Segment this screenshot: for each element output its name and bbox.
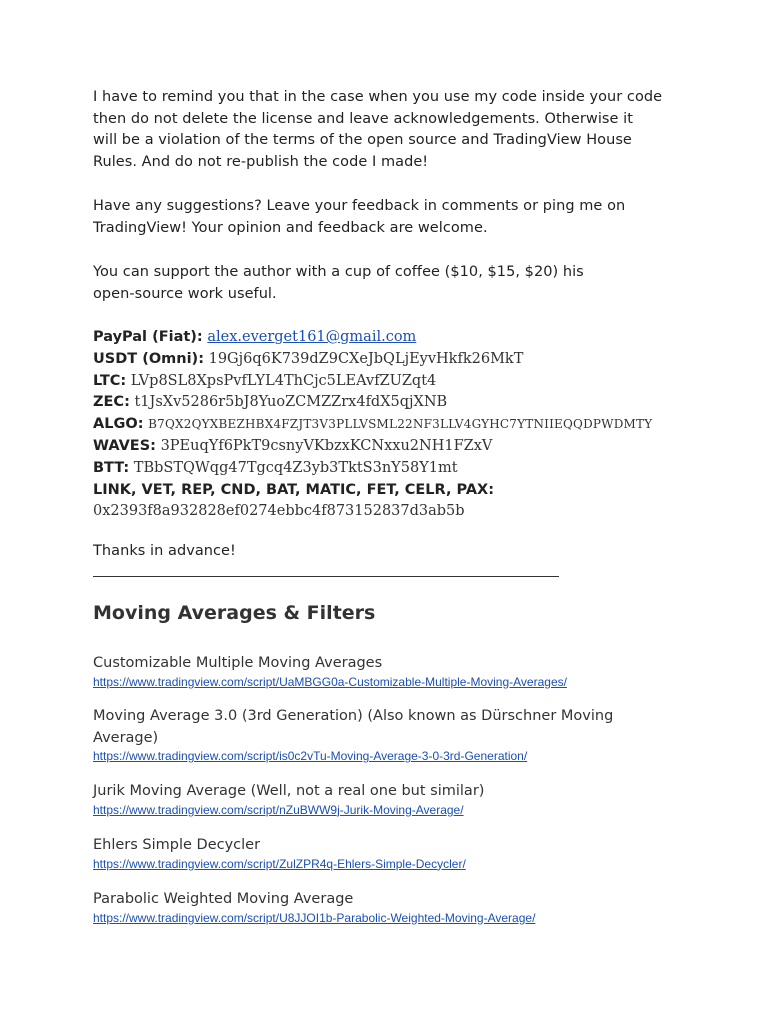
paragraph-line: open-source work useful. xyxy=(93,285,277,302)
wallet-row-usdt: USDT (Omni): 19Gj6q6K739dZ9CXeJbQLjEyvHkfk26MkT xyxy=(93,350,524,367)
thanks-text: Thanks in advance! xyxy=(93,543,236,559)
section-title: Moving Averages & Filters xyxy=(93,602,376,624)
entry-title: Ehlers Simple Decycler xyxy=(93,837,261,853)
wallet-label: LTC xyxy=(93,372,121,389)
wallet-row-paypal: PayPal (Fiat): alex.everget161@gmail.com xyxy=(93,329,417,345)
script-entry xyxy=(93,889,693,925)
wallet-row-waves: WAVES: 3PEuqYf6PkT9csnyVKbzxKCNxxu2NH1FZxV xyxy=(93,437,493,454)
paragraph-line: Rules. And do not re-publish the code I made! xyxy=(93,153,429,170)
wallet-label: WAVES xyxy=(93,437,151,454)
entry-title: Moving Average 3.0 (3rd Generation) (Also known as Dürschner Moving Average) xyxy=(93,708,614,746)
entry-link[interactable]: https://www.tradingview.com/script/is0c2vTu-Moving-Average-3-0-3rd-Generation/ xyxy=(93,749,528,764)
donation-wallets xyxy=(93,327,733,523)
thanks-paragraph xyxy=(93,541,693,563)
script-entry xyxy=(93,706,693,763)
paragraph-line: Have any suggestions? Leave your feedback in comments or ping me on xyxy=(93,198,626,214)
paragraph-line: then do not delete the license and leave acknowledgements. Otherwise it xyxy=(93,110,633,127)
wallet-row-algo: ALGO: B7QX2QYXBEZHBX4FZJT3V3PLLVSML22NF3LLV4GYHC7YTNIIEQQDPWDMTY xyxy=(93,416,653,433)
wallet-row-erc20: LINK, VET, REP, CND, BAT, MATIC, FET, CELR, PAX: xyxy=(93,481,495,498)
wallet-address: 19Gj6q6K739dZ9CXeJbQLjEyvHkfk26MkT xyxy=(208,350,524,367)
entry-title: Parabolic Weighted Moving Average xyxy=(93,891,354,907)
wallet-label: ALGO xyxy=(93,416,138,433)
wallet-address: 0x2393f8a932828ef0274ebbc4f873152837d3ab5b xyxy=(93,503,465,520)
entry-title: Customizable Multiple Moving Averages xyxy=(93,655,383,671)
script-entry xyxy=(93,835,693,871)
wallet-label: LINK, VET, REP, CND, BAT, MATIC, FET, CELR, PAX xyxy=(93,481,489,498)
wallet-label: PayPal (Fiat) xyxy=(93,329,197,345)
license-reminder-paragraph xyxy=(93,87,693,173)
wallet-row-btt: BTT: TBbSTQWqg47Tgcq4Z3yb3TktS3nY58Y1mt xyxy=(93,459,458,476)
paragraph-line: will be a violation of the terms of the open source and TradingView House xyxy=(93,132,632,149)
wallet-address: 3PEuqYf6PkT9csnyVKbzxKCNxxu2NH1FZxV xyxy=(160,437,493,454)
wallet-row-ltc: LTC: LVp8SL8XpsPvfLYL4ThCjc5LEAvfZUZqt4 xyxy=(93,372,437,389)
wallet-row-erc20-address xyxy=(93,501,733,523)
entry-link[interactable]: https://www.tradingview.com/script/nZuBWW9j-Jurik-Moving-Average/ xyxy=(93,802,464,817)
suggestions-paragraph xyxy=(93,196,693,239)
paragraph-line: TradingView! Your opinion and feedback are welcome. xyxy=(93,219,488,236)
wallet-row-zec: ZEC: t1JsXv5286r5bJ8YuoZCMZZrx4fdX5qjXNB xyxy=(93,394,448,411)
script-entry xyxy=(93,653,693,689)
entry-title: Jurik Moving Average (Well, not a real one but similar) xyxy=(93,783,485,799)
paragraph-line: I have to remind you that in the case when you use my code inside your code xyxy=(93,89,663,105)
wallet-label: BTT xyxy=(93,459,124,476)
wallet-address: B7QX2QYXBEZHBX4FZJT3V3PLLVSML22NF3LLV4GYHC7YTNIIEQQDPWDMTY xyxy=(148,417,653,432)
support-paragraph xyxy=(93,262,693,305)
script-entry xyxy=(93,781,693,817)
wallet-address: TBbSTQWqg47Tgcq4Z3yb3TktS3nY58Y1mt xyxy=(133,459,458,476)
wallet-address: t1JsXv5286r5bJ8YuoZCMZZrx4fdX5qjXNB xyxy=(134,394,448,411)
paypal-email-link[interactable]: alex.everget161@gmail.com xyxy=(207,329,417,345)
entry-link[interactable]: https://www.tradingview.com/script/U8JJOI1b-Parabolic-Weighted-Moving-Average/ xyxy=(93,910,536,925)
entry-link[interactable]: https://www.tradingview.com/script/ZulZPR4q-Ehlers-Simple-Decycler/ xyxy=(93,856,466,871)
wallet-label: ZEC xyxy=(93,394,125,411)
paragraph-line: You can support the author with a cup of coffee ($10, $15, $20) his xyxy=(93,264,584,280)
horizontal-divider xyxy=(93,576,559,577)
wallet-address: LVp8SL8XpsPvfLYL4ThCjc5LEAvfZUZqt4 xyxy=(130,372,437,389)
entry-link[interactable]: https://www.tradingview.com/script/UaMBGG0a-Customizable-Multiple-Moving-Averages/ xyxy=(93,674,567,689)
wallet-label: USDT (Omni) xyxy=(93,350,199,367)
